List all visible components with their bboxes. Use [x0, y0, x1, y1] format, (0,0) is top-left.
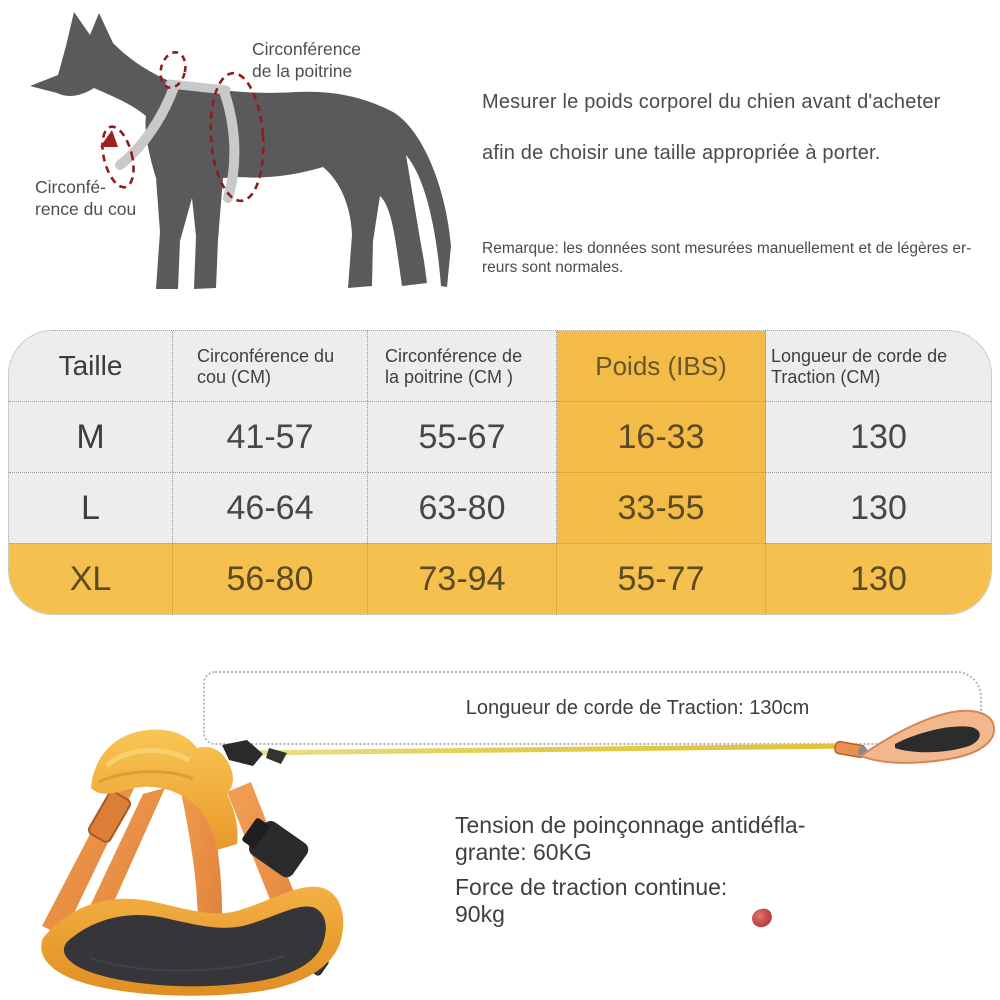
- size-table: [8, 330, 992, 615]
- table-row-m-leash: 130: [766, 401, 991, 472]
- table-row-m-weight: 16-33: [557, 401, 766, 472]
- table-header-weight: Poids (IBS): [557, 331, 766, 401]
- table-row-xl-leash: 130: [766, 543, 991, 614]
- table-row-m-size: M: [9, 401, 173, 472]
- red-dot-sticker: [750, 907, 773, 929]
- intro-line-2: afin de choisir une taille appropriée à porter.: [482, 142, 881, 164]
- leash-handle-photo: [833, 700, 998, 778]
- chest-measure-label: Circonférence de la poitrine: [252, 39, 361, 81]
- traction-spec: Force de traction continue: 90kg: [455, 874, 728, 927]
- table-header-neck: Circonférence du cou (CM): [173, 331, 368, 401]
- table-row-l-weight: 33-55: [557, 472, 766, 543]
- tension-spec: Tension de poinçonnage antidéfla- grante: 60KG: [455, 812, 806, 865]
- measurement-note: Remarque: les données sont mesurées manuellement et de légères er- reurs sont normales.: [482, 240, 972, 276]
- dog-silhouette: [30, 12, 451, 289]
- table-header-leash: Longueur de corde de Traction (CM): [771, 346, 948, 387]
- table-row-xl-size: XL: [9, 543, 173, 614]
- intro-line-1: Mesurer le poids corporel du chien avant d'acheter: [482, 91, 941, 113]
- leash-length-label: Longueur de corde de Traction: 130cm: [465, 696, 810, 719]
- neck-measure-label: Circonfé- rence du cou: [35, 177, 137, 219]
- table-row-l-size: L: [9, 472, 173, 543]
- harness-product-photo: [15, 720, 360, 1000]
- table-header-chest: Circonférence de la poitrine (CM ): [368, 331, 557, 401]
- table-row-l-leash: 130: [766, 472, 991, 543]
- table-row-xl-neck: 56-80: [173, 543, 368, 614]
- table-row-l-chest: 63-80: [368, 472, 557, 543]
- leash-clip: [222, 740, 263, 766]
- measure-arrow: [100, 130, 118, 147]
- table-row-m-chest: 55-67: [368, 401, 557, 472]
- table-row-m-neck: 41-57: [173, 401, 368, 472]
- table-header-taille: Taille: [9, 331, 173, 401]
- table-row-l-neck: 46-64: [173, 472, 368, 543]
- dog-silhouette-graphic: [0, 0, 480, 310]
- table-row-xl-weight: 55-77: [557, 543, 766, 614]
- table-row-xl-chest: 73-94: [368, 543, 557, 614]
